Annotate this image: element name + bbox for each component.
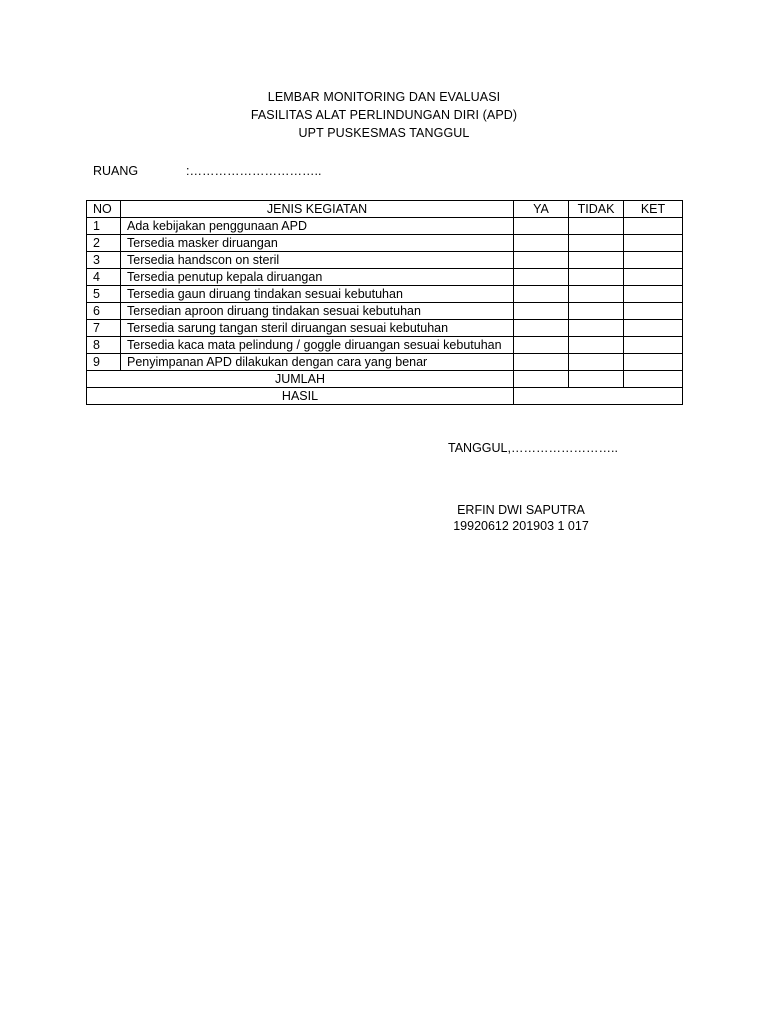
row-tidak-cell[interactable] [569,269,624,286]
row-tidak-cell[interactable] [569,354,624,371]
ruang-field [93,163,321,179]
row-tidak-cell[interactable] [569,320,624,337]
signature-block [448,502,594,534]
row-tidak-cell[interactable] [569,337,624,354]
row-ya-cell[interactable] [514,218,569,235]
ruang-label: RUANG [93,164,139,178]
row-ket-cell[interactable] [624,252,683,269]
row-kegiatan: Tersedia kaca mata pelindung / goggle diruangan sesuai kebutuhan [121,337,514,354]
row-ket-cell[interactable] [624,286,683,303]
row-ya-cell[interactable] [514,354,569,371]
table-row [87,218,683,235]
row-no: 3 [87,252,121,269]
row-kegiatan: Ada kebijakan penggunaan APD [121,218,514,235]
document-title [0,88,768,142]
table-row [87,337,683,354]
row-no: 5 [87,286,121,303]
table-row [87,354,683,371]
table-row [87,286,683,303]
jumlah-row [87,371,683,388]
title-line-1: LEMBAR MONITORING DAN EVALUASI [267,90,501,104]
apd-checklist-table [86,200,683,405]
table-row [87,269,683,286]
hasil-label: HASIL [87,388,514,405]
table-row [87,252,683,269]
row-no: 9 [87,354,121,371]
signer-name: ERFIN DWI SAPUTRA [457,503,585,517]
row-tidak-cell[interactable] [569,252,624,269]
row-no: 8 [87,337,121,354]
row-tidak-cell[interactable] [569,286,624,303]
row-no: 4 [87,269,121,286]
table-row [87,320,683,337]
row-ket-cell[interactable] [624,269,683,286]
row-kegiatan: Tersedia gaun diruang tindakan sesuai kebutuhan [121,286,514,303]
ruang-value: :………………………….. [186,164,322,178]
row-ya-cell[interactable] [514,303,569,320]
row-kegiatan: Tersedia sarung tangan steril diruangan sesuai kebutuhan [121,320,514,337]
row-ket-cell[interactable] [624,303,683,320]
row-tidak-cell[interactable] [569,235,624,252]
jumlah-label: JUMLAH [87,371,514,388]
header-kegiatan: JENIS KEGIATAN [121,201,514,218]
row-kegiatan: Tersedia masker diruangan [121,235,514,252]
table-header-row [87,201,683,218]
row-ket-cell[interactable] [624,337,683,354]
row-ya-cell[interactable] [514,286,569,303]
row-tidak-cell[interactable] [569,218,624,235]
row-ya-cell[interactable] [514,252,569,269]
row-ya-cell[interactable] [514,337,569,354]
row-no: 1 [87,218,121,235]
row-ya-cell[interactable] [514,269,569,286]
row-ket-cell[interactable] [624,320,683,337]
header-tidak: TIDAK [569,201,624,218]
header-no: NO [87,201,121,218]
row-ya-cell[interactable] [514,320,569,337]
row-ket-cell[interactable] [624,235,683,252]
row-no: 6 [87,303,121,320]
jumlah-ket-cell[interactable] [624,371,683,388]
hasil-value-cell[interactable] [514,388,683,405]
title-line-2: FASILITAS ALAT PERLINDUNGAN DIRI (APD) [250,108,518,122]
row-kegiatan: Tersedia handscon on steril [121,252,514,269]
row-kegiatan: Penyimpanan APD dilakukan dengan cara yang benar [121,354,514,371]
row-ya-cell[interactable] [514,235,569,252]
row-no: 7 [87,320,121,337]
row-ket-cell[interactable] [624,218,683,235]
table-row [87,303,683,320]
row-tidak-cell[interactable] [569,303,624,320]
signer-nip: 19920612 201903 1 017 [453,519,589,533]
hasil-row [87,388,683,405]
jumlah-ya-cell[interactable] [514,371,569,388]
row-kegiatan: Tersedian aproon diruang tindakan sesuai kebutuhan [121,303,514,320]
row-no: 2 [87,235,121,252]
title-line-3: UPT PUSKESMAS TANGGUL [298,126,470,140]
table-row [87,235,683,252]
header-ket: KET [624,201,683,218]
row-ket-cell[interactable] [624,354,683,371]
row-kegiatan: Tersedia penutup kepala diruangan [121,269,514,286]
jumlah-tidak-cell[interactable] [569,371,624,388]
place-date-line: TANGGUL,…………………….. [448,441,618,455]
header-ya: YA [514,201,569,218]
